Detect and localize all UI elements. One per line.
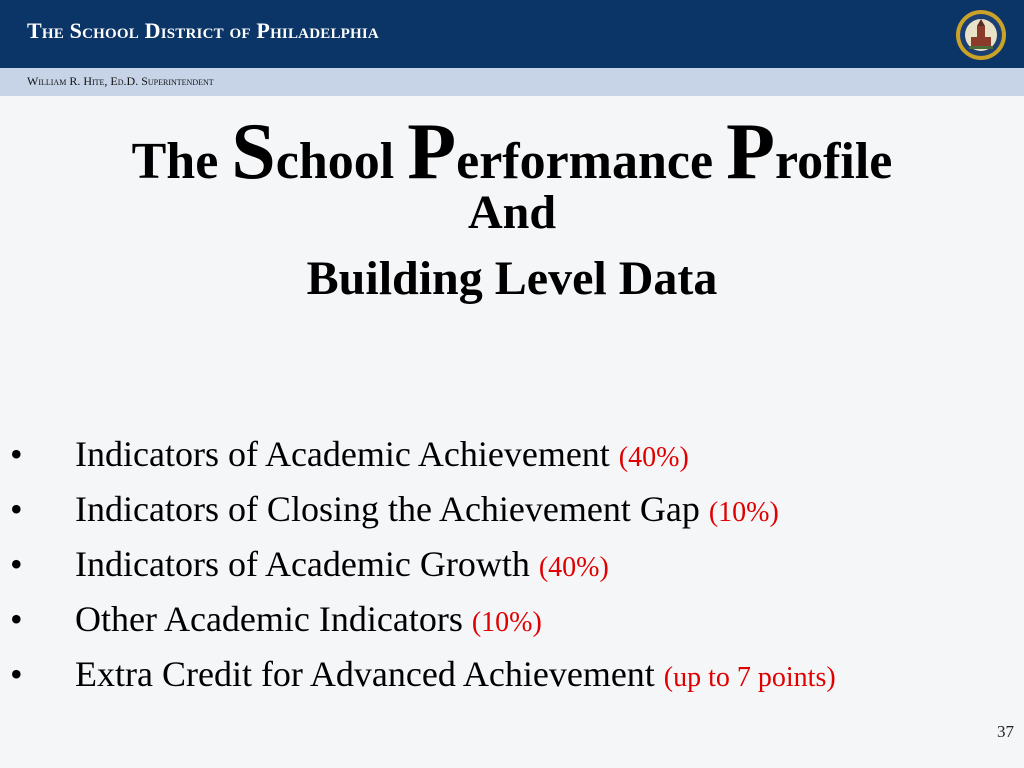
indicator-label: Other Academic Indicators bbox=[75, 599, 463, 639]
list-item bbox=[0, 483, 1024, 538]
list-item bbox=[0, 428, 1024, 483]
indicator-label: Extra Credit for Advanced Achievement bbox=[75, 654, 655, 694]
title-line-3: Building Level Data bbox=[306, 252, 718, 305]
title-line-1: The School Performance Profile bbox=[131, 108, 893, 196]
bullet-icon: • bbox=[10, 654, 23, 694]
list-item bbox=[0, 648, 1024, 703]
indicator-list bbox=[0, 428, 1024, 703]
subheader-bar bbox=[0, 68, 1024, 96]
indicator-label: Indicators of Closing the Achievement Gap bbox=[75, 489, 700, 529]
indicator-weight: (10%) bbox=[708, 497, 779, 528]
list-item bbox=[0, 593, 1024, 648]
bullet-icon: • bbox=[10, 599, 23, 639]
indicator-weight: (10%) bbox=[471, 607, 542, 638]
superintendent-name: William R. Hite, Ed.D. Superintendent bbox=[27, 74, 214, 88]
list-item bbox=[0, 538, 1024, 593]
bullet-icon: • bbox=[10, 434, 23, 474]
page-number: 37 bbox=[997, 722, 1014, 741]
bullet-icon: • bbox=[10, 544, 23, 584]
indicator-weight: (up to 7 points) bbox=[663, 662, 836, 693]
indicator-label: Indicators of Academic Achievement bbox=[75, 434, 610, 474]
district-title: The School District of Philadelphia bbox=[27, 18, 379, 43]
header-bar bbox=[0, 0, 1024, 68]
title-line-2: And bbox=[467, 186, 557, 239]
indicator-weight: (40%) bbox=[618, 442, 689, 473]
indicator-weight: (40%) bbox=[538, 552, 609, 583]
indicator-label: Indicators of Academic Growth bbox=[75, 544, 530, 584]
bullet-icon: • bbox=[10, 489, 23, 529]
slide-title bbox=[0, 108, 1024, 308]
district-seal-icon bbox=[955, 9, 1007, 61]
